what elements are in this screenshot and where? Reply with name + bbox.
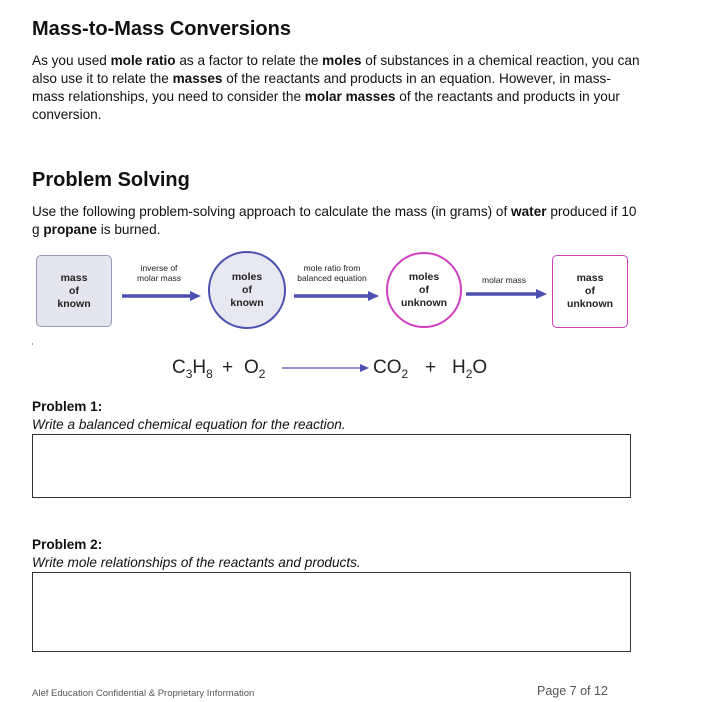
arrow-2-icon — [294, 290, 380, 302]
page-title: Mass-to-Mass Conversions — [32, 18, 291, 40]
mass-of-unknown-box: mass of unknown — [552, 255, 628, 328]
equation-plus-2: + — [425, 357, 437, 378]
equation-product-co2: $CO_2$ — [373, 357, 409, 381]
problem-1-text: Write a balanced chemical equation for the reaction. — [32, 417, 346, 432]
equation-plus-1: + — [222, 357, 234, 378]
approach-paragraph: Use the following problem-solving approach to calculate the mass (in grams) of water produced if 10 g propane is burned. — [32, 204, 637, 237]
reaction-arrow-icon — [282, 363, 370, 373]
divider — [32, 343, 33, 345]
equation-product-water: $H_2O$ — [452, 357, 488, 381]
footer-confidential: Alef Education Confidential & Proprietary Information — [32, 688, 255, 699]
problem-2-text: Write mole relationships of the reactants and products. — [32, 555, 361, 570]
problem-2-answer-box[interactable] — [32, 572, 631, 652]
equation-reactant-oxygen: $O_2$ — [244, 357, 266, 381]
arrow-3-icon — [466, 288, 548, 300]
page-number: Page 7 of 12 — [537, 684, 608, 698]
problem-2-title: Problem 2: — [32, 537, 103, 552]
arrow-1-icon — [122, 290, 202, 302]
mass-of-known-box: mass of known — [36, 255, 112, 327]
arrow-label-inverse-molar-mass: inverse of molar mass — [137, 263, 181, 283]
moles-of-unknown-circle: moles of unknown — [386, 252, 462, 328]
moles-of-known-circle: moles of known — [208, 251, 286, 329]
equation-reactant-propane: $C_3H_8$ — [172, 357, 213, 381]
problem-1-answer-box[interactable] — [32, 434, 631, 498]
problem-1-title: Problem 1: — [32, 399, 103, 414]
intro-paragraph: As you used mole ratio as a factor to relate the moles of substances in a chemical reaction, you can also use it to relate the masses of the reactants and products in an equation. However, in mass-mass relationships, you need to consider the molar masses of the reactants and products in your conversion. — [32, 53, 640, 122]
arrow-label-molar-mass: molar mass — [482, 275, 526, 285]
arrow-label-mole-ratio: mole ratio from balanced equation — [297, 263, 367, 283]
section-title: Problem Solving — [32, 169, 190, 191]
